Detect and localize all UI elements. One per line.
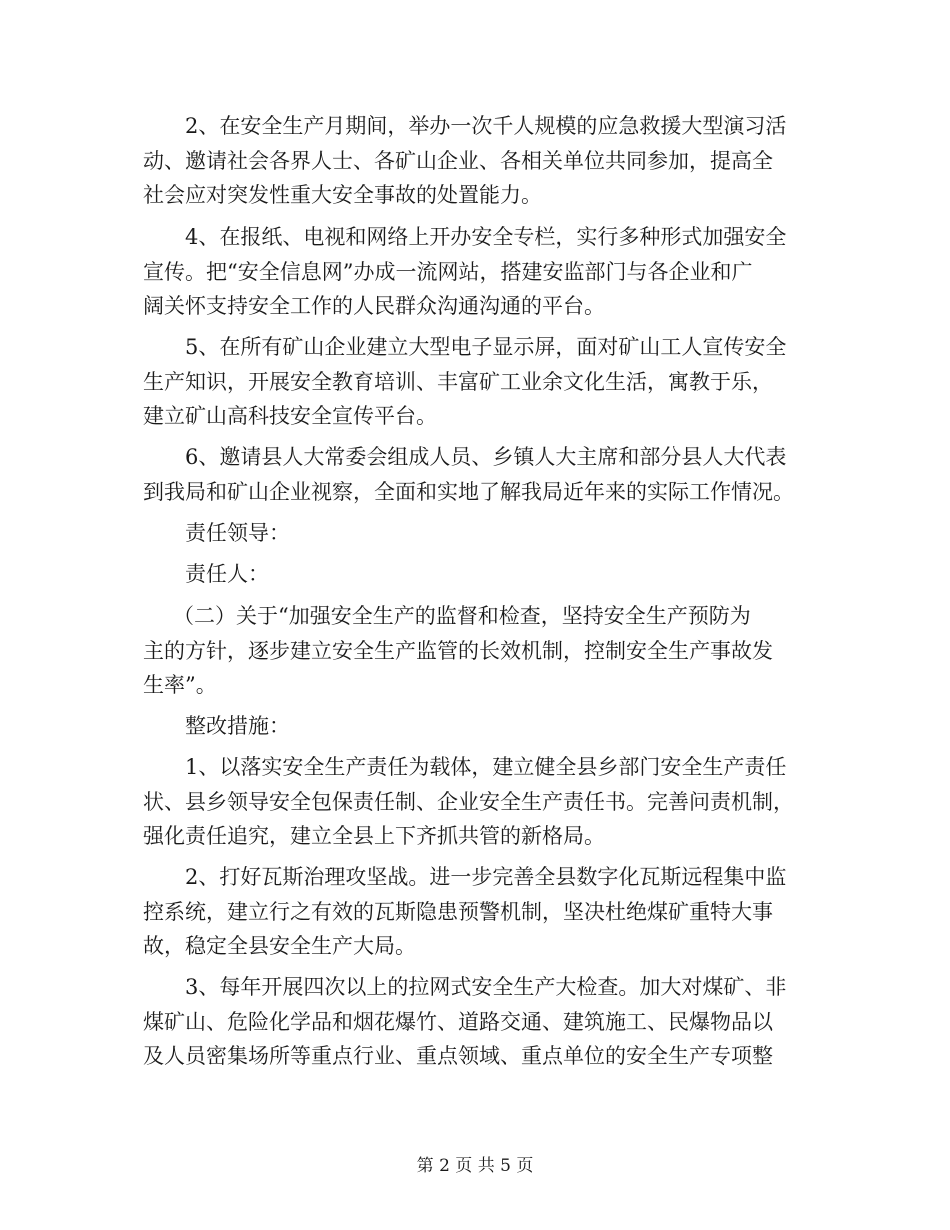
text-line: 5、在所有矿山企业建立大型电子显示屏，面对矿山工人宣传安全 [185,335,787,359]
text-line: 1、以落实安全生产责任为载体，建立健全县乡部门安全生产责任 [185,755,787,779]
text-line: 责任人： [185,562,269,586]
text-line: 生产知识，开展安全教育培训、丰富矿工业余文化生活，寓教于乐， [143,369,773,394]
text-line: 状、县乡领导安全包保责任制、企业安全生产责任书。完善问责机制， [143,789,794,814]
text-line: 及人员密集场所等重点行业、重点领域、重点单位的安全生产专项整 [143,1044,773,1069]
text-line: 2、在安全生产月期间，举办一次千人规模的应急救援大型演习活 [185,114,787,138]
text-line: 整改措施： [185,714,290,738]
text-line: （二）关于“加强安全生产的监督和检查，坚持安全生产预防为 [173,604,751,628]
text-line: 阔关怀支持安全工作的人民群众沟通沟通的平台。 [143,294,605,319]
text-line: 2、打好瓦斯治理攻坚战。进一步完善全县数字化瓦斯远程集中监 [185,865,787,889]
text-line: 生率”。 [143,673,217,698]
text-line: 动、邀请社会各界人士、各矿山企业、各相关单位共同参加，提高全 [143,148,773,173]
text-line: 宣传。把“安全信息网”办成一流网站，搭建安监部门与各企业和广 [143,259,753,284]
page-footer: 第 2 页 共 5 页 [416,1156,534,1176]
text-line: 主的方针，逐步建立安全生产监管的长效机制，控制安全生产事故发 [143,638,773,663]
text-line: 煤矿山、危险化学品和烟花爆竹、道路交通、建筑施工、民爆物品以 [143,1009,773,1034]
text-line: 4、在报纸、电视和网络上开办安全专栏，实行多种形式加强安全 [185,225,787,249]
text-line: 强化责任追究，建立全县上下齐抓共管的新格局。 [143,824,605,849]
text-line: 故，稳定全县安全生产大局。 [143,934,416,959]
text-line: 控系统，建立行之有效的瓦斯隐患预警机制，坚决杜绝煤矿重特大事 [143,899,773,924]
text-line: 责任领导： [185,521,290,545]
text-line: 到我局和矿山企业视察，全面和实地了解我局近年来的实际工作情况。 [143,479,794,504]
text-line: 建立矿山高科技安全宣传平台。 [143,404,437,429]
text-line: 6、邀请县人大常委会组成人员、乡镇人大主席和部分县人大代表 [185,445,787,469]
text-line: 社会应对突发性重大安全事故的处置能力。 [143,183,542,208]
text-line: 3、每年开展四次以上的拉网式安全生产大检查。加大对煤矿、非 [185,975,787,999]
